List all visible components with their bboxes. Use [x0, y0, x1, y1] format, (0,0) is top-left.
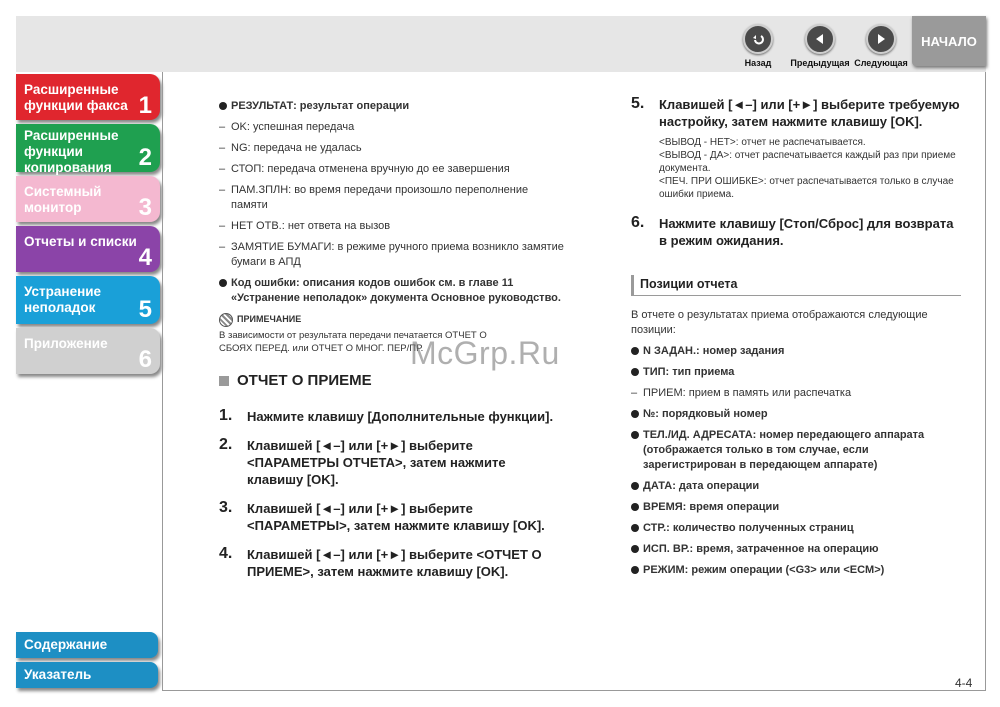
divider: [162, 690, 986, 691]
step-number: 3.: [219, 499, 233, 516]
report-item: ТЕЛ./ИД. АДРЕСАТА: номер передающего аппарата (отображается только в том случае, если зарегистрирован в передающем аппарате): [631, 428, 961, 473]
result-item: – НЕТ ОТВ.: нет ответа на вызов: [219, 219, 564, 234]
sidebar-item-copy[interactable]: [16, 124, 160, 175]
sidebar-item-number: 2: [138, 144, 152, 171]
report-item: ДАТА: дата операции: [631, 479, 961, 494]
report-item: ТИП: тип приема: [631, 365, 961, 380]
report-subitem: – ПРИЕМ: прием в память или распечатка: [631, 386, 961, 401]
sidebar-item-appendix[interactable]: [16, 328, 160, 374]
sidebar-item-label: Расширенные функции факса: [24, 82, 128, 113]
next-label: Следующая: [854, 58, 908, 68]
sidebar-item-number: 6: [138, 346, 152, 373]
step-number: 2.: [219, 436, 233, 453]
previous-label: Предыдущая: [790, 58, 850, 68]
contents-button[interactable]: Содержание: [16, 632, 158, 658]
page-number: 4-4: [955, 676, 973, 690]
result-item: – OK: успешная передача: [219, 120, 564, 135]
sidebar-item-label: Отчеты и списки: [24, 234, 137, 249]
step-text: Нажмите клавишу [Дополнительные функции].: [247, 409, 554, 424]
step-3: [219, 500, 564, 534]
result-bullet: РЕЗУЛЬТАТ: результат операции: [219, 99, 564, 114]
step-text: Клавишей [◄–] или [+►] выберите <ПАРАМЕТРЫ ОТЧЕТА>, затем нажмите клавишу [OK].: [247, 438, 506, 487]
report-item: СТР.: количество полученных страниц: [631, 521, 961, 536]
note-icon: [219, 313, 233, 327]
step-number: 1.: [219, 407, 233, 424]
step-number: 6.: [631, 214, 645, 231]
sidebar-item-label: Устранение неполадок: [24, 284, 102, 315]
step-number: 5.: [631, 95, 645, 112]
watermark: McGrp.Ru: [410, 335, 560, 371]
sidebar-item-monitor[interactable]: [16, 176, 160, 222]
note-text: В зависимости от результата передачи печатается ОТЧЕТ О СБОЯХ ПЕРЕД. или ОТЧЕТ О МНОГ. ПЕР/ПР.: [219, 330, 487, 354]
section-title: [219, 373, 564, 388]
back-icon: [743, 24, 773, 54]
note-heading: [219, 312, 564, 327]
back-label: Назад: [744, 58, 772, 68]
previous-button[interactable]: [790, 24, 850, 68]
report-item: РЕЖИМ: режим операции (<G3> или <ECM>): [631, 563, 961, 578]
step-5: [631, 96, 961, 201]
section-square-icon: [219, 376, 229, 386]
result-item: – NG: передача не удалась: [219, 141, 564, 156]
sidebar-item-number: 1: [138, 92, 152, 119]
note-label: ПРИМЕЧАНИЕ: [237, 314, 302, 324]
sidebar-item-fax[interactable]: [16, 74, 160, 120]
arrow-left-icon: [805, 24, 835, 54]
back-button[interactable]: [728, 24, 788, 68]
step-6: [631, 215, 961, 249]
divider: [162, 72, 163, 690]
intro-text: В отчете о результатах приема отображаются следующие позиции:: [631, 309, 928, 336]
report-item: N ЗАДАН.: номер задания: [631, 344, 961, 359]
divider: [985, 72, 986, 690]
result-item: – ЗАМЯТИЕ БУМАГИ: в режиме ручного приема возникло замятие бумаги в АПД: [219, 240, 564, 270]
report-item: ВРЕМЯ: время операции: [631, 500, 961, 515]
section-title-text: ОТЧЕТ О ПРИЕМЕ: [237, 372, 372, 389]
step-option: <ПЕЧ. ПРИ ОШИБКЕ>: отчет распечатывается только в случае ошибки приема.: [659, 176, 954, 200]
step-1: [219, 408, 564, 425]
step-2: [219, 437, 564, 488]
top-bar: [16, 16, 986, 72]
report-item: ИСП. ВР.: время, затраченное на операцию: [631, 542, 961, 557]
sidebar-item-label: Расширенные функции копирования: [24, 128, 119, 175]
subsection-title: Позиции отчета: [631, 275, 961, 296]
error-code-bullet: Код ошибки: описания кодов ошибок см. в главе 11 «Устранение неполадок» документа Основное руководство.: [219, 276, 564, 306]
sidebar-item-number: 3: [138, 194, 152, 221]
sidebar-item-number: 4: [138, 244, 152, 271]
step-text: Клавишей [◄–] или [+►] выберите <ПАРАМЕТРЫ>, затем нажмите клавишу [OK].: [247, 501, 545, 533]
sidebar-item-troubleshooting[interactable]: [16, 276, 160, 324]
step-option: <ВЫВОД - НЕТ>: отчет не распечатывается.: [659, 137, 866, 148]
report-item: №: порядковый номер: [631, 407, 961, 422]
home-button[interactable]: НАЧАЛО: [912, 16, 986, 66]
sidebar: [16, 72, 162, 692]
arrow-right-icon: [866, 24, 896, 54]
step-option: <ВЫВОД - ДА>: отчет распечатывается каждый раз при приеме документа.: [659, 150, 956, 174]
next-button[interactable]: [851, 24, 911, 68]
sidebar-item-number: 5: [138, 296, 152, 323]
index-button[interactable]: Указатель: [16, 662, 158, 688]
step-text: Клавишей [◄–] или [+►] выберите <ОТЧЕТ О ПРИЕМЕ>, затем нажмите клавишу [OK].: [247, 547, 542, 579]
result-item: – СТОП: передача отменена вручную до ее завершения: [219, 162, 564, 177]
result-item: – ПАМ.ЗПЛН: во время передачи произошло переполнение памяти: [219, 183, 564, 213]
sidebar-item-label: Системный монитор: [24, 184, 102, 215]
step-4: [219, 546, 564, 580]
right-column: [631, 96, 961, 584]
sidebar-item-label: Приложение: [24, 336, 108, 351]
step-text: Нажмите клавишу [Стоп/Сброс] для возврата в режим ожидания.: [659, 216, 954, 248]
step-number: 4.: [219, 545, 233, 562]
step-text: Клавишей [◄–] или [+►] выберите требуемую настройку, затем нажмите клавишу [OK].: [659, 97, 960, 129]
sidebar-item-reports[interactable]: [16, 226, 160, 272]
